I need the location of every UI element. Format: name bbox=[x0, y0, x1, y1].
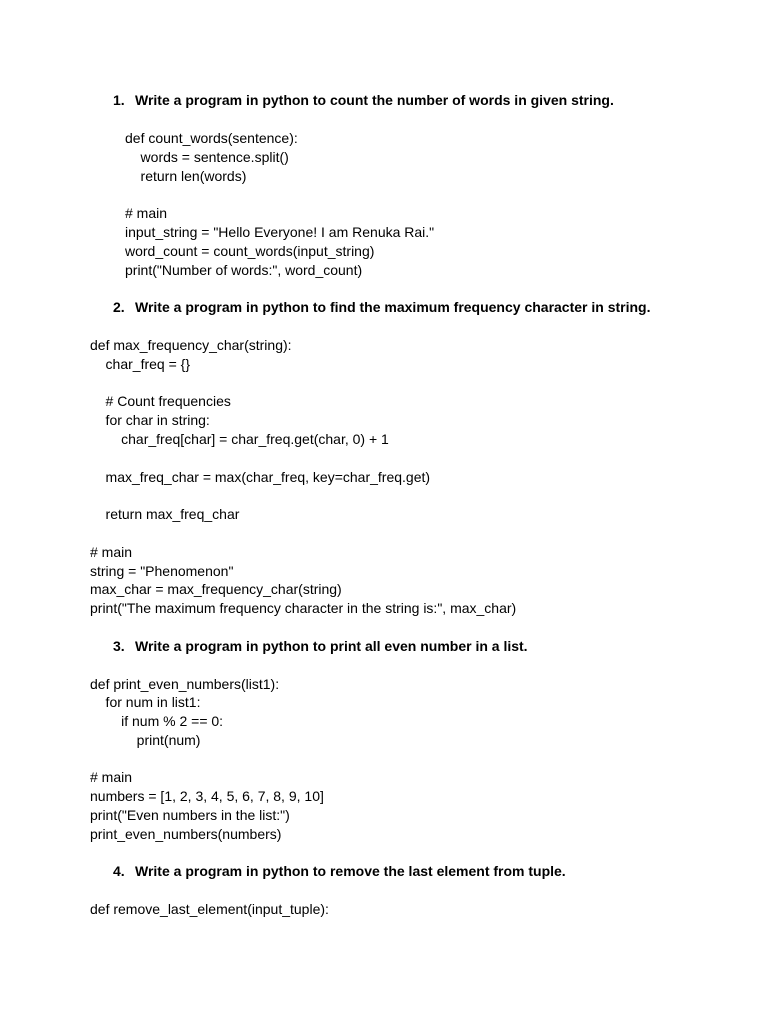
question-title: Write a program in python to print all even number in a list. bbox=[135, 638, 528, 654]
code-line: for num in list1: bbox=[90, 694, 201, 710]
code-line: words = sentence.split() bbox=[125, 149, 289, 165]
code-line: word_count = count_words(input_string) bbox=[125, 243, 375, 259]
code-line: return len(words) bbox=[125, 168, 247, 184]
code-line: char_freq = {} bbox=[90, 356, 191, 372]
code-line: max_char = max_frequency_char(string) bbox=[90, 581, 342, 597]
question-number: 2. bbox=[113, 299, 125, 315]
code-line: print_even_numbers(numbers) bbox=[90, 826, 282, 842]
code-line: for char in string: bbox=[90, 412, 210, 428]
code-line: def count_words(sentence): bbox=[125, 130, 298, 146]
code-line: return max_freq_char bbox=[90, 506, 240, 522]
question-title: Write a program in python to count the number of words in given string. bbox=[135, 92, 614, 108]
question-title: Write a program in python to find the maximum frequency character in string. bbox=[135, 299, 651, 315]
code-line: def remove_last_element(input_tuple): bbox=[90, 901, 329, 917]
code-line: print("Even numbers in the list:") bbox=[90, 807, 290, 823]
code-line: print("The maximum frequency character in the string is:", max_char) bbox=[90, 600, 517, 616]
code-line: # main bbox=[90, 769, 133, 785]
code-line: # main bbox=[90, 544, 133, 560]
question-4-heading bbox=[113, 862, 566, 881]
code-line: string = "Phenomenon" bbox=[90, 563, 234, 579]
code-line: numbers = [1, 2, 3, 4, 5, 6, 7, 8, 9, 10] bbox=[90, 788, 324, 804]
question-title: Write a program in python to remove the last element from tuple. bbox=[135, 863, 566, 879]
code-line: char_freq[char] = char_freq.get(char, 0) + 1 bbox=[90, 431, 389, 447]
question-number: 1. bbox=[113, 92, 125, 108]
code-line: if num % 2 == 0: bbox=[90, 713, 224, 729]
code-line: def max_frequency_char(string): bbox=[90, 337, 292, 353]
code-line: print("Number of words:", word_count) bbox=[125, 262, 363, 278]
code-line: def print_even_numbers(list1): bbox=[90, 676, 280, 692]
question-1-heading bbox=[113, 91, 614, 110]
code-line: input_string = "Hello Everyone! I am Renuka Rai." bbox=[125, 224, 435, 240]
code-line: max_freq_char = max(char_freq, key=char_freq.get) bbox=[90, 469, 431, 485]
code-line: # Count frequencies bbox=[90, 393, 231, 409]
question-number: 4. bbox=[113, 863, 125, 879]
question-3-heading bbox=[113, 637, 528, 656]
code-line: print(num) bbox=[90, 732, 201, 748]
question-2-heading bbox=[113, 298, 651, 317]
code-line: # main bbox=[125, 205, 168, 221]
question-number: 3. bbox=[113, 638, 125, 654]
